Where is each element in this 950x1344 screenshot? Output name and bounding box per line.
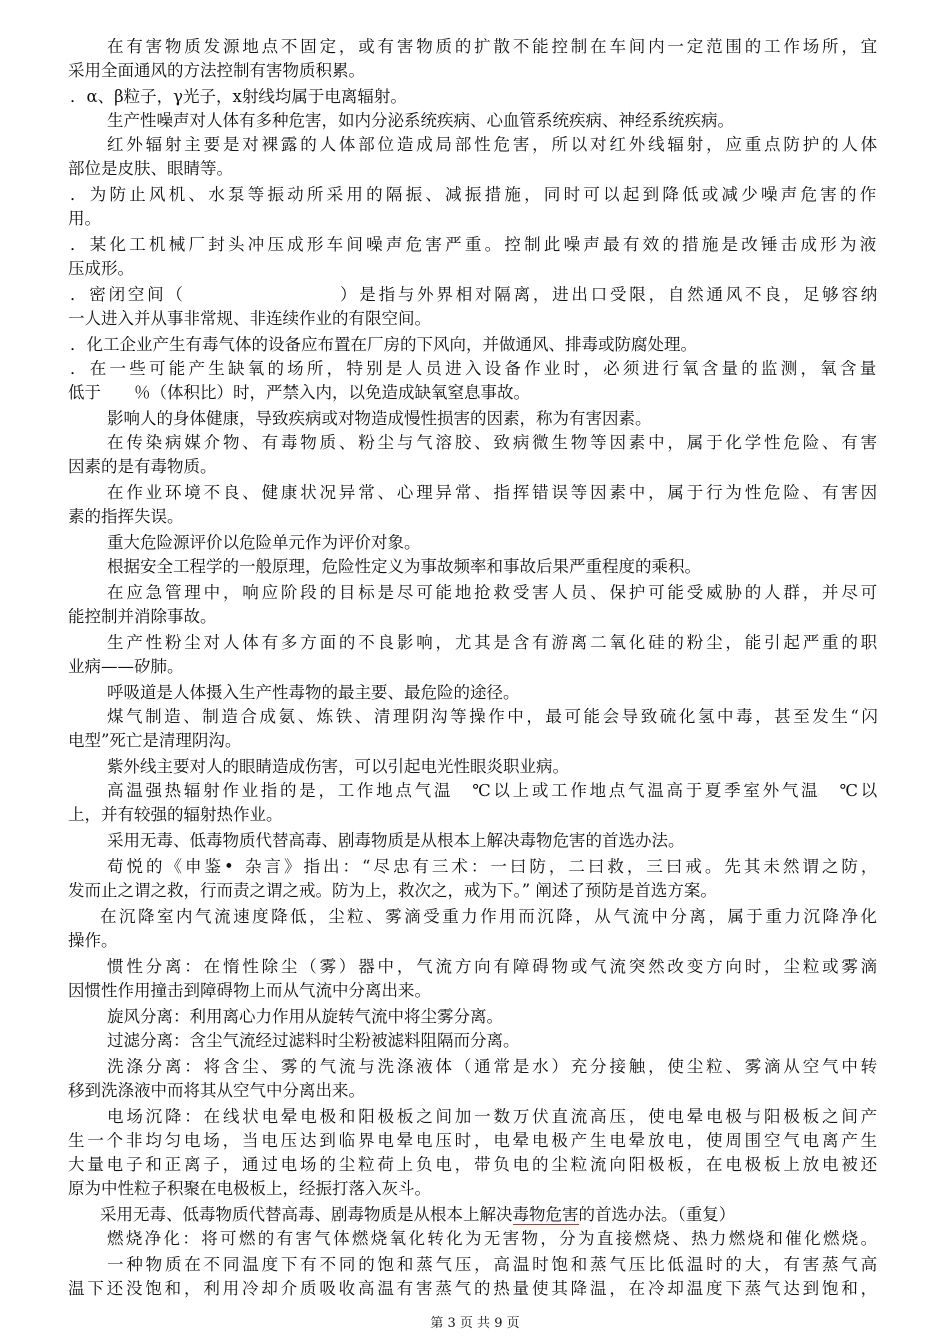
text-line: 生一个非均匀电场，当电压达到临界电晕电压时，电晕电极产生电晕放电，使周围空气电离产生 [68,1131,880,1150]
text-line: 紫外线主要对人的眼睛造成伤害，可以引起电光性眼炎职业病。 [107,757,569,776]
text-line: 因惯性作用撞击到障碍物上而从气流中分离出来。 [68,981,431,1000]
text-line: 洗涤分离：将含尘、雾的气流与洗涤液体（通常是水）充分接触，使尘粒、雾滴从空气中转 [107,1057,880,1076]
text-line: 操作。 [68,931,118,950]
text-line: 一种物质在不同温度下有不同的饱和蒸气压，高温时饱和蒸气压比低温时的大，有害蒸气高 [107,1255,880,1274]
text-line: 能控制并消除事故。 [68,607,217,626]
text-line: 在应急管理中，响应阶段的目标是尽可能地抢救受害人员、保护可能受威胁的人群，并尽可 [107,583,880,602]
text-line: ．某化工机械厂封头冲压成形车间噪声危害严重。控制此噪声最有效的措施是改锤击成形为液 [70,235,880,254]
text-line: 影响人的身体健康，导致疾病或对物造成慢性损害的因素，称为有害因素。 [107,409,652,428]
text-line: 部位是皮肤、眼睛等。 [68,159,233,178]
text-line: 采用无毒、低毒物质代替高毒、剧毒物质是从根本上解决毒物危害的首选办法。（重复） [100,1205,736,1224]
text-line: 采用全面通风的方法控制有害物质积累。 [68,61,365,80]
text-line: 煤气制造、制造合成氨、炼铁、清理阴沟等操作中，最可能会导致硫化氢中毒，甚至发生“闪 [107,707,881,726]
text-line: 在有害物质发源地点不固定，或有害物质的扩散不能控制在车间内一定范围的工作场所，宜 [107,37,880,56]
text-line: 采用无毒、低毒物质代替高毒、剧毒物质是从根本上解决毒物危害的首选办法。 [107,831,685,850]
text-line: 温下还没饱和，利用冷却介质吸收高温有害蒸气的热量使其降温，在冷却温度下蒸气达到饱和， [68,1279,880,1298]
text-line: 在沉降室内气流速度降低，尘粒、雾滴受重力作用而沉降，从气流中分离，属于重力沉降净化 [100,907,880,926]
text-line: ．为防止风机、水泵等振动所采用的隔振、减振措施，同时可以起到降低或减少噪声危害的作 [70,185,880,204]
text-line: 发而止之谓之救，行而责之谓之戒。防为上，救次之，戒为下。” 阐述了预防是首选方案。 [68,881,717,900]
text-line: 根据安全工程学的一般原理，危险性定义为事故频率和事故后果严重程度的乘积。 [107,557,701,576]
text-line: ．α、β粒子，γ光子，x射线均属于电离辐射。 [70,87,407,106]
text-line: 在作业环境不良、健康状况异常、心理异常、指挥错误等因素中，属于行为性危险、有害因 [107,483,880,502]
underlined-phrase: 毒物危害 [512,1205,579,1224]
text-line: 重大危险源评价以危险单元作为评价对象。 [107,533,421,552]
text-line: ．密闭空间（ ）是指与外界相对隔离，进出口受限，自然通风不良，足够容纳 [70,285,881,304]
text-line: 旋风分离：利用离心力作用从旋转气流中将尘雾分离。 [107,1007,503,1026]
text-line: 一人进入并从事非常规、非连续作业的有限空间。 [68,309,431,328]
text-line: 红外辐射主要是对裸露的人体部位造成局部性危害，所以对红外线辐射，应重点防护的人体 [107,135,880,154]
text-line: 惯性分离：在惰性除尘（雾）器中，气流方向有障碍物或气流突然改变方向时，尘粒或雾滴 [107,957,880,976]
text-line: 生产性粉尘对人体有多方面的不良影响，尤其是含有游离二氧化硅的粉尘，能引起严重的职 [107,633,880,652]
page-footer: 第 3 页 共 9 页 [430,1316,520,1331]
text-line: 在传染病媒介物、有毒物质、粉尘与气溶胶、致病微生物等因素中，属于化学性危险、有害 [107,433,880,452]
text-line: 燃烧净化：将可燃的有害气体燃烧氧化转化为无害物，分为直接燃烧、热力燃烧和催化燃烧。 [107,1229,880,1248]
text-line: ．在一些可能产生缺氧的场所，特别是人员进入设备作业时，必须进行氧含量的监测，氧含量 [70,359,880,378]
text-line: 压成形。 [68,259,134,278]
text-line: ．化工企业产生有毒气体的设备应布置在厂房的下风向，并做通风、排毒或防腐处理。 [70,335,697,354]
text-line: 荀悦的《申鉴• 杂言》指出：“尽忠有三术：一曰防，二曰救，三曰戒。先其未然谓之防， [107,857,881,876]
text-line: 高温强热辐射作业指的是，工作地点气温 ℃以上或工作地点气温高于夏季室外气温 ℃以 [107,781,880,800]
text-line: 业病——矽肺。 [68,657,184,676]
text-line: 电型”死亡是清理阴沟。 [68,731,242,750]
text-line: 呼吸道是人体摄入生产性毒物的最主要、最危险的途径。 [107,683,520,702]
text-line: 素的指挥失误。 [68,507,184,526]
text-line: 生产性噪声对人体有多种危害，如内分泌系统疾病、心血管系统疾病、神经系统疾病。 [107,111,734,130]
text-line: 上，并有较强的辐射热作业。 [68,805,283,824]
text-line: 原为中性粒子积聚在电极板上，经振打落入灰斗。 [68,1179,431,1198]
text-line: 过滤分离：含尘气流经过滤料时尘粉被滤料阻隔而分离。 [107,1031,520,1050]
text-line: 电场沉降：在线状电晕电极和阳极板之间加一数万伏直流高压，使电晕电极与阳极板之间产 [107,1107,880,1126]
text-line: 低于 ％（体积比）时，严禁入内，以免造成缺氧窒息事故。 [68,383,530,402]
text-line: 因素的是有毒物质。 [68,457,217,476]
text-line: 移到洗涤液中而将其从空气中分离出来。 [68,1081,365,1100]
text-line: 大量电子和正离子，通过电场的尘粒荷上负电，带负电的尘粒流向阳极板，在电极板上放电被还 [68,1155,880,1174]
text-line: 用。 [68,209,101,228]
